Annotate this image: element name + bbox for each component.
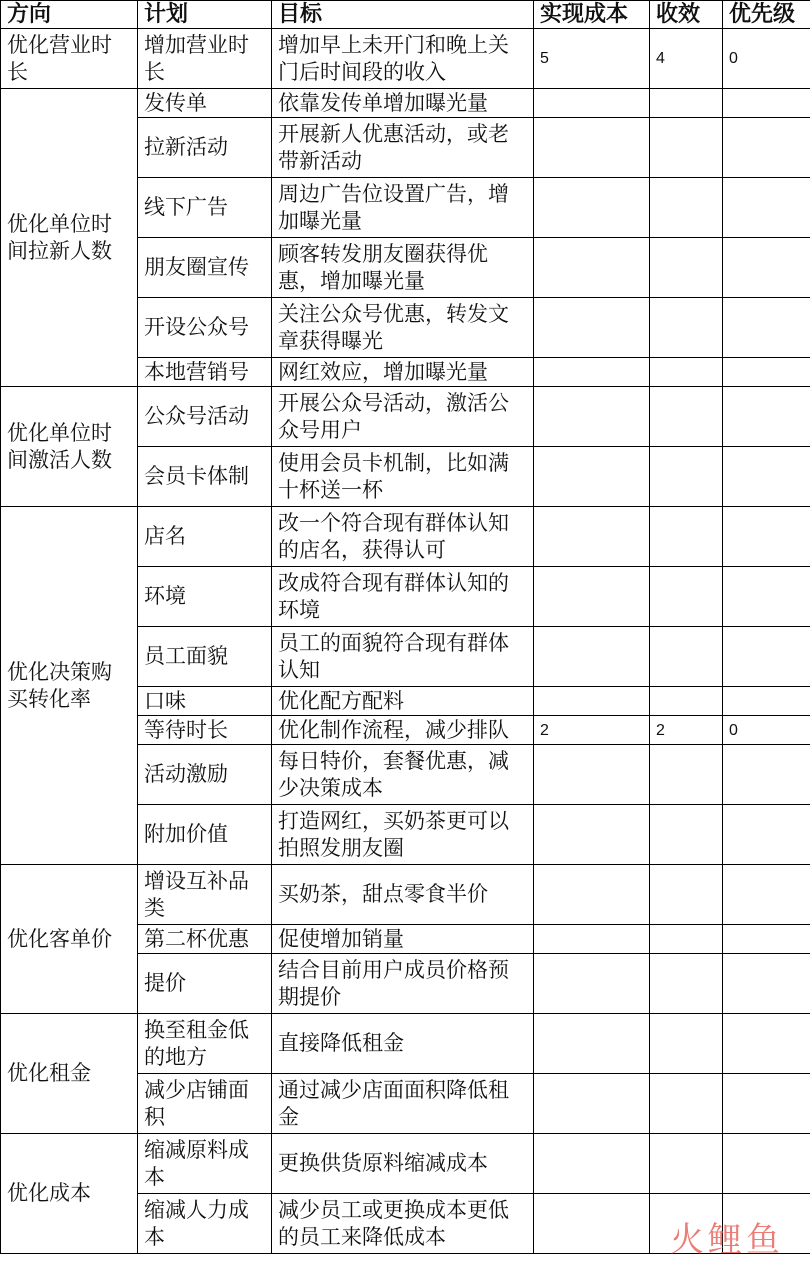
table-row <box>1 1014 810 1074</box>
cost-cell <box>534 298 650 358</box>
direction-cell: 优化客单价 <box>1 865 138 1014</box>
cost-cell <box>534 687 650 716</box>
cost-cell <box>534 567 650 627</box>
effect-cell <box>650 1134 723 1194</box>
priority-cell <box>723 387 810 447</box>
priority-cell <box>723 89 810 118</box>
goal-cell: 更换供货原料缩减成本 <box>272 1134 534 1194</box>
priority-cell <box>723 447 810 507</box>
effect-cell <box>650 745 723 805</box>
effect-cell <box>650 238 723 298</box>
priority-cell <box>723 805 810 865</box>
effect-cell <box>650 387 723 447</box>
effect-cell <box>650 954 723 1014</box>
cost-cell <box>534 954 650 1014</box>
priority-cell: 0 <box>723 716 810 745</box>
goal-cell: 通过减少店面面积降低租金 <box>272 1074 534 1134</box>
cost-cell: 2 <box>534 716 650 745</box>
plan-cell: 公众号活动 <box>138 387 272 447</box>
goal-cell: 减少员工或更换成本更低的员工来降低成本 <box>272 1194 534 1254</box>
plan-cell: 第二杯优惠 <box>138 925 272 954</box>
direction-cell: 优化营业时长 <box>1 29 138 89</box>
priority-cell: 0 <box>723 29 810 89</box>
priority-cell <box>723 925 810 954</box>
table-row <box>1 507 810 567</box>
cost-cell <box>534 387 650 447</box>
direction-cell: 优化单位时间激活人数 <box>1 387 138 507</box>
priority-cell <box>723 298 810 358</box>
effect-cell: 4 <box>650 29 723 89</box>
header-direction: 方向 <box>1 1 138 29</box>
priority-cell <box>723 745 810 805</box>
effect-cell <box>650 507 723 567</box>
effect-cell <box>650 865 723 925</box>
cost-cell <box>534 627 650 687</box>
plan-cell: 缩减人力成本 <box>138 1194 272 1254</box>
goal-cell: 网红效应，增加曝光量 <box>272 358 534 387</box>
cost-cell <box>534 178 650 238</box>
plan-cell: 店名 <box>138 507 272 567</box>
direction-cell: 优化成本 <box>1 1134 138 1254</box>
header-row <box>1 1 810 29</box>
cost-cell <box>534 507 650 567</box>
effect-cell <box>650 89 723 118</box>
effect-cell <box>650 118 723 178</box>
header-priority: 优先级 <box>723 1 810 29</box>
priority-cell <box>723 238 810 298</box>
priority-cell <box>723 1134 810 1194</box>
plan-cell: 环境 <box>138 567 272 627</box>
goal-cell: 改成符合现有群体认知的环境 <box>272 567 534 627</box>
goal-cell: 增加早上未开门和晚上关门后时间段的收入 <box>272 29 534 89</box>
cost-cell <box>534 745 650 805</box>
plan-cell: 线下广告 <box>138 178 272 238</box>
goal-cell: 每日特价，套餐优惠，减少决策成本 <box>272 745 534 805</box>
plan-cell: 缩减原料成本 <box>138 1134 272 1194</box>
cost-cell <box>534 118 650 178</box>
priority-cell <box>723 567 810 627</box>
goal-cell: 关注公众号优惠，转发文章获得曝光 <box>272 298 534 358</box>
effect-cell: 2 <box>650 716 723 745</box>
priority-cell <box>723 865 810 925</box>
plan-cell: 活动激励 <box>138 745 272 805</box>
plan-cell: 发传单 <box>138 89 272 118</box>
goal-cell: 优化配方配料 <box>272 687 534 716</box>
cost-cell <box>534 865 650 925</box>
priority-cell <box>723 954 810 1014</box>
plan-cell: 拉新活动 <box>138 118 272 178</box>
priority-cell <box>723 178 810 238</box>
priority-cell <box>723 118 810 178</box>
plan-cell: 换至租金低的地方 <box>138 1014 272 1074</box>
goal-cell: 买奶茶，甜点零食半价 <box>272 865 534 925</box>
effect-cell <box>650 1014 723 1074</box>
goal-cell: 改一个符合现有群体认知的店名，获得认可 <box>272 507 534 567</box>
cost-cell <box>534 1134 650 1194</box>
table-row <box>1 29 810 89</box>
effect-cell <box>650 447 723 507</box>
cost-cell <box>534 447 650 507</box>
effect-cell <box>650 627 723 687</box>
cost-cell <box>534 805 650 865</box>
cost-cell <box>534 1194 650 1254</box>
watermark-logo: 火鲤鱼 <box>670 1220 784 1260</box>
header-plan: 计划 <box>138 1 272 29</box>
plan-cell: 朋友圈宣传 <box>138 238 272 298</box>
priority-cell <box>723 687 810 716</box>
goal-cell: 打造网红，买奶茶更可以拍照发朋友圈 <box>272 805 534 865</box>
goal-cell: 开展公众号活动，激活公众号用户 <box>272 387 534 447</box>
effect-cell <box>650 358 723 387</box>
priority-cell <box>723 507 810 567</box>
table-row <box>1 89 810 118</box>
plan-cell: 本地营销号 <box>138 358 272 387</box>
effect-cell <box>650 805 723 865</box>
goal-cell: 直接降低租金 <box>272 1014 534 1074</box>
goal-cell: 开展新人优惠活动，或老带新活动 <box>272 118 534 178</box>
plan-cell: 会员卡体制 <box>138 447 272 507</box>
effect-cell <box>650 1074 723 1134</box>
direction-cell: 优化决策购买转化率 <box>1 507 138 865</box>
plan-cell: 等待时长 <box>138 716 272 745</box>
goal-cell: 使用会员卡机制，比如满十杯送一杯 <box>272 447 534 507</box>
direction-cell: 优化租金 <box>1 1014 138 1134</box>
cost-cell <box>534 1074 650 1134</box>
plan-cell: 口味 <box>138 687 272 716</box>
effect-cell <box>650 178 723 238</box>
goal-cell: 员工的面貌符合现有群体认知 <box>272 627 534 687</box>
cost-cell: 5 <box>534 29 650 89</box>
header-cost: 实现成本 <box>534 1 650 29</box>
direction-cell: 优化单位时间拉新人数 <box>1 89 138 387</box>
cost-cell <box>534 1014 650 1074</box>
effect-cell <box>650 687 723 716</box>
priority-cell <box>723 627 810 687</box>
cost-cell <box>534 89 650 118</box>
goal-cell: 促使增加销量 <box>272 925 534 954</box>
table-row <box>1 865 810 925</box>
plan-cell: 增设互补品类 <box>138 865 272 925</box>
plan-cell: 增加营业时长 <box>138 29 272 89</box>
header-effect: 收效 <box>650 1 723 29</box>
priority-cell <box>723 1014 810 1074</box>
goal-cell: 优化制作流程，减少排队 <box>272 716 534 745</box>
priority-cell <box>723 358 810 387</box>
goal-cell: 结合目前用户成员价格预期提价 <box>272 954 534 1014</box>
cost-cell <box>534 358 650 387</box>
effect-cell <box>650 567 723 627</box>
effect-cell <box>650 298 723 358</box>
effect-cell <box>650 925 723 954</box>
plan-cell: 提价 <box>138 954 272 1014</box>
priority-cell <box>723 1074 810 1134</box>
plan-cell: 减少店铺面积 <box>138 1074 272 1134</box>
cost-cell <box>534 238 650 298</box>
header-goal: 目标 <box>272 1 534 29</box>
plan-cell: 开设公众号 <box>138 298 272 358</box>
table-row <box>1 1134 810 1194</box>
goal-cell: 周边广告位设置广告，增加曝光量 <box>272 178 534 238</box>
goal-cell: 顾客转发朋友圈获得优惠，增加曝光量 <box>272 238 534 298</box>
table-row <box>1 387 810 447</box>
cost-cell <box>534 925 650 954</box>
plan-cell: 附加价值 <box>138 805 272 865</box>
plan-cell: 员工面貌 <box>138 627 272 687</box>
goal-cell: 依靠发传单增加曝光量 <box>272 89 534 118</box>
table-body <box>1 29 810 1254</box>
